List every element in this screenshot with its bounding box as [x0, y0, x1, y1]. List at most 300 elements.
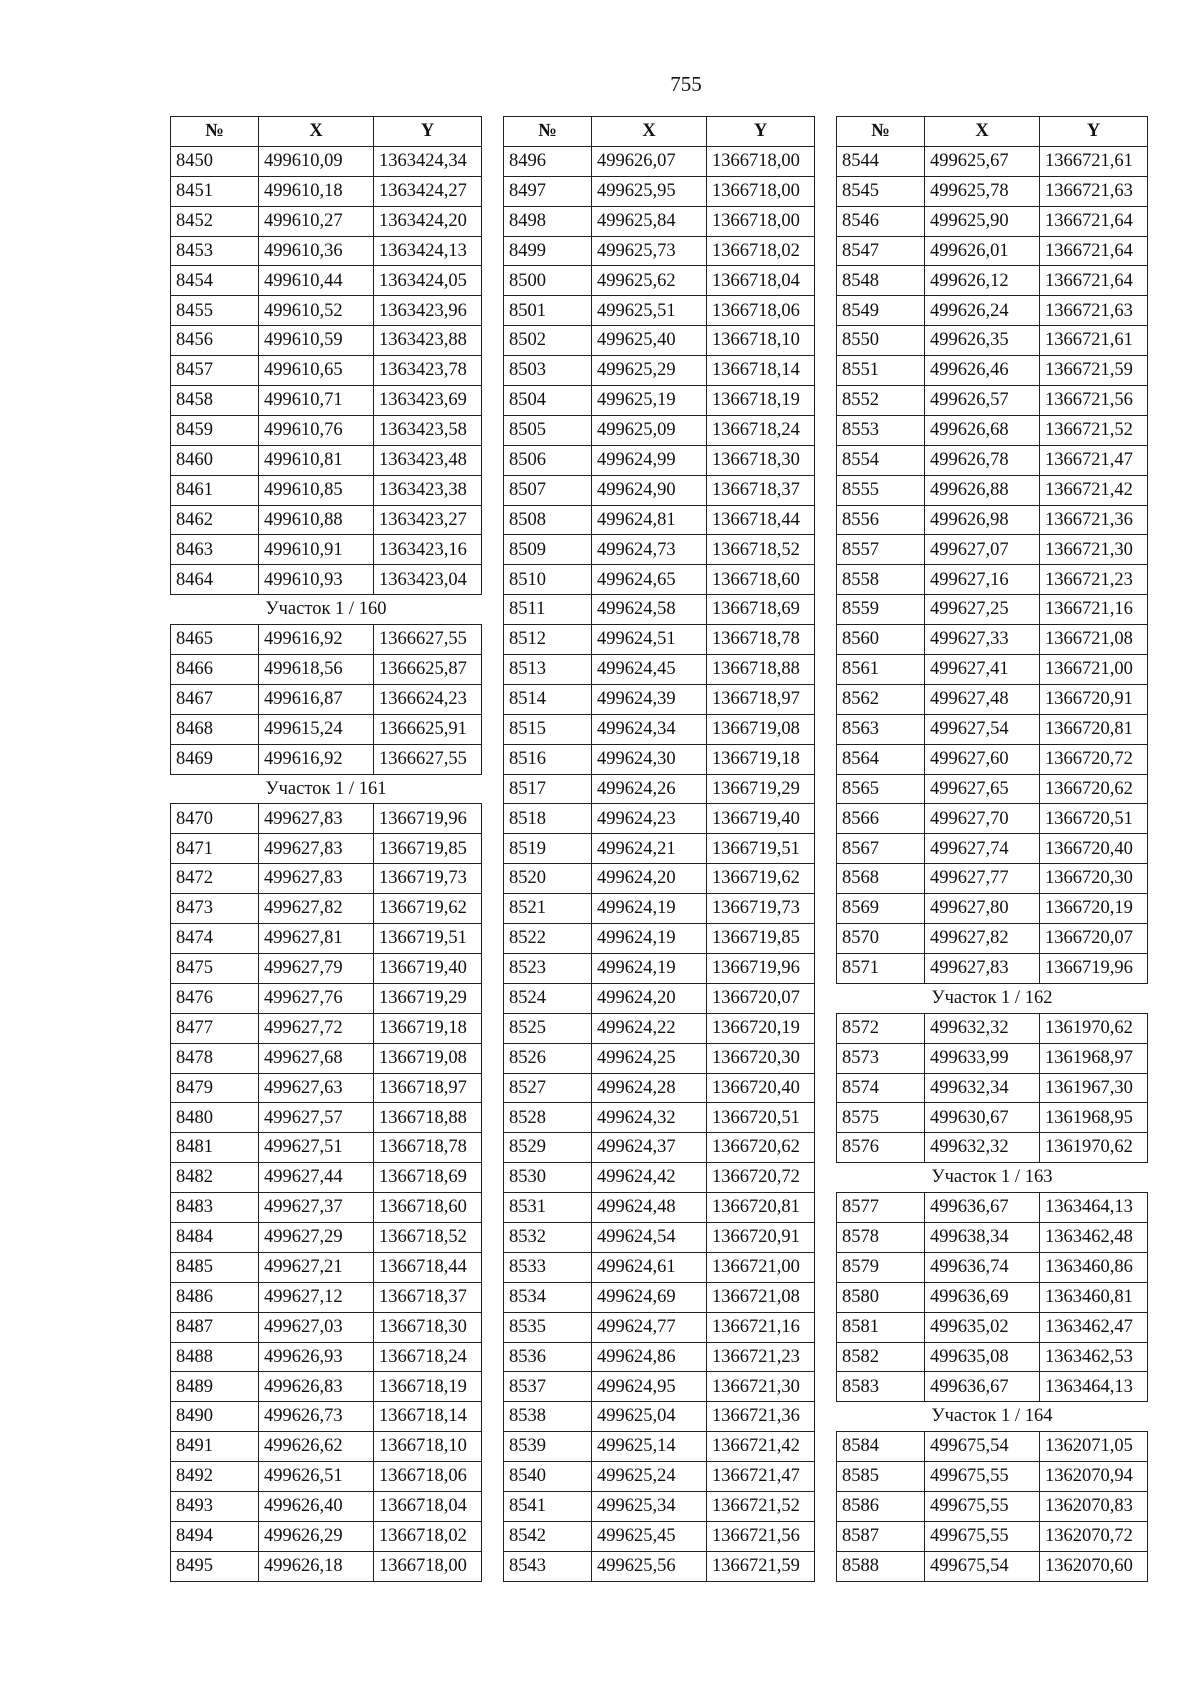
table-row	[171, 983, 482, 1013]
x-coordinate: 499625,29	[592, 356, 707, 386]
y-coordinate: 1362070,60	[1040, 1551, 1148, 1581]
y-coordinate: 1366719,73	[374, 864, 482, 894]
y-coordinate: 1366720,51	[707, 1103, 815, 1133]
header-x: X	[259, 117, 374, 147]
point-number: 8587	[837, 1521, 925, 1551]
y-coordinate: 1366721,59	[707, 1551, 815, 1581]
point-number: 8561	[837, 655, 925, 685]
y-coordinate: 1366718,24	[707, 415, 815, 445]
point-number: 8560	[837, 625, 925, 655]
y-coordinate: 1363423,04	[374, 565, 482, 595]
table-row	[171, 1312, 482, 1342]
header-number: №	[504, 117, 592, 147]
point-number: 8495	[171, 1551, 259, 1581]
point-number: 8549	[837, 296, 925, 326]
table-row	[837, 326, 1148, 356]
x-coordinate: 499627,74	[925, 834, 1040, 864]
table-row	[837, 1282, 1148, 1312]
point-number: 8514	[504, 684, 592, 714]
header-y: Y	[374, 117, 482, 147]
section-title: Участок 1 / 161	[171, 774, 482, 804]
y-coordinate: 1366721,23	[707, 1342, 815, 1372]
table-row	[837, 1462, 1148, 1492]
point-number: 8498	[504, 206, 592, 236]
x-coordinate: 499624,54	[592, 1222, 707, 1252]
x-coordinate: 499625,73	[592, 236, 707, 266]
x-coordinate: 499627,81	[259, 924, 374, 954]
point-number: 8474	[171, 924, 259, 954]
x-coordinate: 499625,34	[592, 1491, 707, 1521]
table-row	[504, 774, 815, 804]
x-coordinate: 499624,86	[592, 1342, 707, 1372]
table-row	[504, 1402, 815, 1432]
y-coordinate: 1366718,06	[374, 1462, 482, 1492]
x-coordinate: 499624,48	[592, 1193, 707, 1223]
y-coordinate: 1366721,61	[1040, 146, 1148, 176]
table-row	[504, 983, 815, 1013]
x-coordinate: 499627,37	[259, 1193, 374, 1223]
point-number: 8578	[837, 1222, 925, 1252]
table-row	[171, 924, 482, 954]
x-coordinate: 499610,59	[259, 326, 374, 356]
point-number: 8554	[837, 445, 925, 475]
y-coordinate: 1366718,88	[707, 655, 815, 685]
x-coordinate: 499627,83	[259, 804, 374, 834]
point-number: 8536	[504, 1342, 592, 1372]
y-coordinate: 1366718,88	[374, 1103, 482, 1133]
x-coordinate: 499625,19	[592, 386, 707, 416]
x-coordinate: 499624,34	[592, 714, 707, 744]
point-number: 8566	[837, 804, 925, 834]
point-number: 8461	[171, 475, 259, 505]
y-coordinate: 1366718,19	[374, 1372, 482, 1402]
x-coordinate: 499624,90	[592, 475, 707, 505]
y-coordinate: 1366719,96	[707, 953, 815, 983]
x-coordinate: 499610,71	[259, 386, 374, 416]
y-coordinate: 1366719,08	[374, 1043, 482, 1073]
x-coordinate: 499616,92	[259, 625, 374, 655]
table-row	[504, 1551, 815, 1581]
point-number: 8469	[171, 744, 259, 774]
x-coordinate: 499624,77	[592, 1312, 707, 1342]
y-coordinate: 1366720,72	[707, 1163, 815, 1193]
x-coordinate: 499627,72	[259, 1013, 374, 1043]
table-row	[171, 1432, 482, 1462]
table-header-row	[837, 117, 1148, 147]
x-coordinate: 499627,57	[259, 1103, 374, 1133]
table-row	[837, 505, 1148, 535]
y-coordinate: 1363423,16	[374, 535, 482, 565]
table-row	[837, 445, 1148, 475]
table-row	[504, 1013, 815, 1043]
point-number: 8547	[837, 236, 925, 266]
point-number: 8565	[837, 774, 925, 804]
point-number: 8527	[504, 1073, 592, 1103]
table-row	[837, 1551, 1148, 1581]
point-number: 8528	[504, 1103, 592, 1133]
y-coordinate: 1366718,04	[707, 266, 815, 296]
x-coordinate: 499635,02	[925, 1312, 1040, 1342]
y-coordinate: 1366721,64	[1040, 206, 1148, 236]
table-row	[837, 266, 1148, 296]
table-row	[171, 1073, 482, 1103]
point-number: 8489	[171, 1372, 259, 1402]
y-coordinate: 1366721,64	[1040, 236, 1148, 266]
point-number: 8557	[837, 535, 925, 565]
x-coordinate: 499675,54	[925, 1432, 1040, 1462]
x-coordinate: 499624,39	[592, 684, 707, 714]
table-row	[504, 894, 815, 924]
point-number: 8559	[837, 595, 925, 625]
header-y: Y	[707, 117, 815, 147]
y-coordinate: 1363462,47	[1040, 1312, 1148, 1342]
y-coordinate: 1366719,29	[374, 983, 482, 1013]
table-row	[837, 296, 1148, 326]
x-coordinate: 499625,84	[592, 206, 707, 236]
y-coordinate: 1362070,94	[1040, 1462, 1148, 1492]
y-coordinate: 1363462,53	[1040, 1342, 1148, 1372]
y-coordinate: 1366721,16	[1040, 595, 1148, 625]
y-coordinate: 1366721,30	[707, 1372, 815, 1402]
table-row	[504, 1193, 815, 1223]
point-number: 8500	[504, 266, 592, 296]
point-number: 8579	[837, 1252, 925, 1282]
table-row	[837, 1193, 1148, 1223]
point-number: 8510	[504, 565, 592, 595]
table-header-row	[504, 117, 815, 147]
point-number: 8478	[171, 1043, 259, 1073]
x-coordinate: 499627,21	[259, 1252, 374, 1282]
y-coordinate: 1366720,91	[1040, 684, 1148, 714]
y-coordinate: 1361968,97	[1040, 1043, 1148, 1073]
point-number: 8546	[837, 206, 925, 236]
y-coordinate: 1366721,61	[1040, 326, 1148, 356]
table-row	[837, 386, 1148, 416]
y-coordinate: 1363424,27	[374, 176, 482, 206]
x-coordinate: 499625,67	[925, 146, 1040, 176]
point-number: 8457	[171, 356, 259, 386]
y-coordinate: 1361968,95	[1040, 1103, 1148, 1133]
y-coordinate: 1366718,97	[374, 1073, 482, 1103]
point-number: 8515	[504, 714, 592, 744]
y-coordinate: 1366720,40	[1040, 834, 1148, 864]
point-number: 8454	[171, 266, 259, 296]
x-coordinate: 499624,45	[592, 655, 707, 685]
table-row	[171, 1252, 482, 1282]
point-number: 8534	[504, 1282, 592, 1312]
table-row	[837, 475, 1148, 505]
table-row	[504, 864, 815, 894]
header-x: X	[592, 117, 707, 147]
point-number: 8450	[171, 146, 259, 176]
y-coordinate: 1363424,13	[374, 236, 482, 266]
point-number: 8522	[504, 924, 592, 954]
y-coordinate: 1361970,62	[1040, 1013, 1148, 1043]
table-row	[504, 386, 815, 416]
table-row	[171, 415, 482, 445]
table-row	[171, 1193, 482, 1223]
x-coordinate: 499626,98	[925, 505, 1040, 535]
x-coordinate: 499675,54	[925, 1551, 1040, 1581]
table-row	[504, 804, 815, 834]
point-number: 8502	[504, 326, 592, 356]
y-coordinate: 1366720,40	[707, 1073, 815, 1103]
x-coordinate: 499624,23	[592, 804, 707, 834]
point-number: 8555	[837, 475, 925, 505]
x-coordinate: 499627,60	[925, 744, 1040, 774]
table-row	[837, 535, 1148, 565]
y-coordinate: 1366720,51	[1040, 804, 1148, 834]
table-row	[837, 834, 1148, 864]
point-number: 8501	[504, 296, 592, 326]
x-coordinate: 499627,03	[259, 1312, 374, 1342]
y-coordinate: 1363423,78	[374, 356, 482, 386]
x-coordinate: 499638,34	[925, 1222, 1040, 1252]
x-coordinate: 499610,09	[259, 146, 374, 176]
point-number: 8569	[837, 894, 925, 924]
table-row	[171, 1491, 482, 1521]
point-number: 8486	[171, 1282, 259, 1312]
table-row	[171, 1551, 482, 1581]
y-coordinate: 1366627,55	[374, 744, 482, 774]
x-coordinate: 499624,73	[592, 535, 707, 565]
x-coordinate: 499625,45	[592, 1521, 707, 1551]
table-row	[504, 475, 815, 505]
table-row	[171, 535, 482, 565]
x-coordinate: 499636,67	[925, 1193, 1040, 1223]
x-coordinate: 499624,28	[592, 1073, 707, 1103]
y-coordinate: 1366721,36	[1040, 505, 1148, 535]
point-number: 8563	[837, 714, 925, 744]
y-coordinate: 1366718,60	[374, 1193, 482, 1223]
y-coordinate: 1366720,07	[1040, 924, 1148, 954]
point-number: 8541	[504, 1491, 592, 1521]
y-coordinate: 1366720,19	[707, 1013, 815, 1043]
point-number: 8479	[171, 1073, 259, 1103]
table-row	[171, 953, 482, 983]
y-coordinate: 1366718,14	[374, 1402, 482, 1432]
y-coordinate: 1366718,00	[707, 206, 815, 236]
section-title: Участок 1 / 164	[837, 1402, 1148, 1432]
point-number: 8531	[504, 1193, 592, 1223]
y-coordinate: 1366718,69	[374, 1163, 482, 1193]
x-coordinate: 499624,22	[592, 1013, 707, 1043]
x-coordinate: 499627,12	[259, 1282, 374, 1312]
table-row	[504, 1222, 815, 1252]
x-coordinate: 499627,44	[259, 1163, 374, 1193]
x-coordinate: 499625,09	[592, 415, 707, 445]
table-row	[504, 415, 815, 445]
x-coordinate: 499627,33	[925, 625, 1040, 655]
y-coordinate: 1366720,81	[1040, 714, 1148, 744]
x-coordinate: 499610,65	[259, 356, 374, 386]
y-coordinate: 1366718,00	[374, 1551, 482, 1581]
table-row	[171, 894, 482, 924]
y-coordinate: 1366719,08	[707, 714, 815, 744]
table-row	[837, 655, 1148, 685]
point-number: 8586	[837, 1491, 925, 1521]
table-row	[171, 266, 482, 296]
point-number: 8575	[837, 1103, 925, 1133]
point-number: 8524	[504, 983, 592, 1013]
y-coordinate: 1366718,06	[707, 296, 815, 326]
y-coordinate: 1366721,00	[1040, 655, 1148, 685]
point-number: 8488	[171, 1342, 259, 1372]
table-row	[504, 565, 815, 595]
x-coordinate: 499627,79	[259, 953, 374, 983]
x-coordinate: 499632,32	[925, 1013, 1040, 1043]
point-number: 8456	[171, 326, 259, 356]
section-title: Участок 1 / 162	[837, 983, 1148, 1013]
point-number: 8538	[504, 1402, 592, 1432]
x-coordinate: 499610,91	[259, 535, 374, 565]
point-number: 8504	[504, 386, 592, 416]
point-number: 8545	[837, 176, 925, 206]
x-coordinate: 499627,80	[925, 894, 1040, 924]
y-coordinate: 1366718,02	[374, 1521, 482, 1551]
point-number: 8558	[837, 565, 925, 595]
y-coordinate: 1366721,36	[707, 1402, 815, 1432]
y-coordinate: 1366718,14	[707, 356, 815, 386]
table-row	[504, 296, 815, 326]
y-coordinate: 1366718,97	[707, 684, 815, 714]
table-row	[837, 236, 1148, 266]
y-coordinate: 1366720,91	[707, 1222, 815, 1252]
table-row	[171, 565, 482, 595]
y-coordinate: 1363460,86	[1040, 1252, 1148, 1282]
x-coordinate: 499610,52	[259, 296, 374, 326]
table-row	[504, 1133, 815, 1163]
x-coordinate: 499626,83	[259, 1372, 374, 1402]
point-number: 8540	[504, 1462, 592, 1492]
table-row	[837, 1252, 1148, 1282]
table-row	[504, 146, 815, 176]
table-row	[171, 1133, 482, 1163]
x-coordinate: 499624,99	[592, 445, 707, 475]
table-row	[171, 1222, 482, 1252]
x-coordinate: 499626,73	[259, 1402, 374, 1432]
y-coordinate: 1363424,20	[374, 206, 482, 236]
y-coordinate: 1366721,59	[1040, 356, 1148, 386]
x-coordinate: 499626,93	[259, 1342, 374, 1372]
y-coordinate: 1366720,07	[707, 983, 815, 1013]
y-coordinate: 1366718,78	[707, 625, 815, 655]
y-coordinate: 1363423,38	[374, 475, 482, 505]
table-row	[837, 146, 1148, 176]
x-coordinate: 499626,62	[259, 1432, 374, 1462]
section-row	[171, 774, 482, 804]
point-number: 8539	[504, 1432, 592, 1462]
table-row	[504, 655, 815, 685]
x-coordinate: 499624,37	[592, 1133, 707, 1163]
x-coordinate: 499624,32	[592, 1103, 707, 1133]
point-number: 8468	[171, 714, 259, 744]
table-row	[504, 326, 815, 356]
y-coordinate: 1363423,88	[374, 326, 482, 356]
table-row	[837, 1043, 1148, 1073]
table-row	[837, 356, 1148, 386]
x-coordinate: 499625,62	[592, 266, 707, 296]
table-row	[837, 684, 1148, 714]
point-number: 8453	[171, 236, 259, 266]
y-coordinate: 1366719,96	[1040, 953, 1148, 983]
table-row	[171, 744, 482, 774]
y-coordinate: 1363423,48	[374, 445, 482, 475]
point-number: 8551	[837, 356, 925, 386]
x-coordinate: 499627,63	[259, 1073, 374, 1103]
table-row	[837, 625, 1148, 655]
x-coordinate: 499624,20	[592, 983, 707, 1013]
point-number: 8466	[171, 655, 259, 685]
x-coordinate: 499610,76	[259, 415, 374, 445]
table-row	[171, 625, 482, 655]
table-row	[171, 236, 482, 266]
table-row	[171, 1103, 482, 1133]
table-row	[504, 1073, 815, 1103]
table-row	[837, 864, 1148, 894]
point-number: 8548	[837, 266, 925, 296]
x-coordinate: 499610,36	[259, 236, 374, 266]
table-row	[171, 864, 482, 894]
x-coordinate: 499675,55	[925, 1521, 1040, 1551]
y-coordinate: 1363424,05	[374, 266, 482, 296]
y-coordinate: 1366720,30	[707, 1043, 815, 1073]
point-number: 8567	[837, 834, 925, 864]
x-coordinate: 499625,95	[592, 176, 707, 206]
point-number: 8485	[171, 1252, 259, 1282]
y-coordinate: 1366718,69	[707, 595, 815, 625]
table-row	[837, 1372, 1148, 1402]
point-number: 8487	[171, 1312, 259, 1342]
table-row	[171, 1342, 482, 1372]
x-coordinate: 499624,26	[592, 774, 707, 804]
point-number: 8517	[504, 774, 592, 804]
table-row	[837, 714, 1148, 744]
y-coordinate: 1366721,64	[1040, 266, 1148, 296]
table-row	[171, 146, 482, 176]
y-coordinate: 1363424,34	[374, 146, 482, 176]
y-coordinate: 1366721,30	[1040, 535, 1148, 565]
point-number: 8572	[837, 1013, 925, 1043]
point-number: 8582	[837, 1342, 925, 1372]
x-coordinate: 499610,18	[259, 176, 374, 206]
y-coordinate: 1366719,18	[374, 1013, 482, 1043]
table-row	[171, 834, 482, 864]
x-coordinate: 499624,58	[592, 595, 707, 625]
point-number: 8518	[504, 804, 592, 834]
table-row	[837, 415, 1148, 445]
y-coordinate: 1366719,40	[374, 953, 482, 983]
y-coordinate: 1366719,51	[707, 834, 815, 864]
y-coordinate: 1366721,63	[1040, 176, 1148, 206]
x-coordinate: 499615,24	[259, 714, 374, 744]
coordinates-table-1	[170, 116, 482, 1582]
table-row	[504, 1462, 815, 1492]
table-row	[171, 296, 482, 326]
y-coordinate: 1366720,72	[1040, 744, 1148, 774]
point-number: 8482	[171, 1163, 259, 1193]
table-row	[171, 684, 482, 714]
y-coordinate: 1366721,56	[707, 1521, 815, 1551]
x-coordinate: 499627,65	[925, 774, 1040, 804]
x-coordinate: 499624,21	[592, 834, 707, 864]
y-coordinate: 1366624,23	[374, 684, 482, 714]
point-number: 8543	[504, 1551, 592, 1581]
table-row	[504, 1342, 815, 1372]
y-coordinate: 1366625,87	[374, 655, 482, 685]
y-coordinate: 1366719,85	[374, 834, 482, 864]
y-coordinate: 1366721,16	[707, 1312, 815, 1342]
